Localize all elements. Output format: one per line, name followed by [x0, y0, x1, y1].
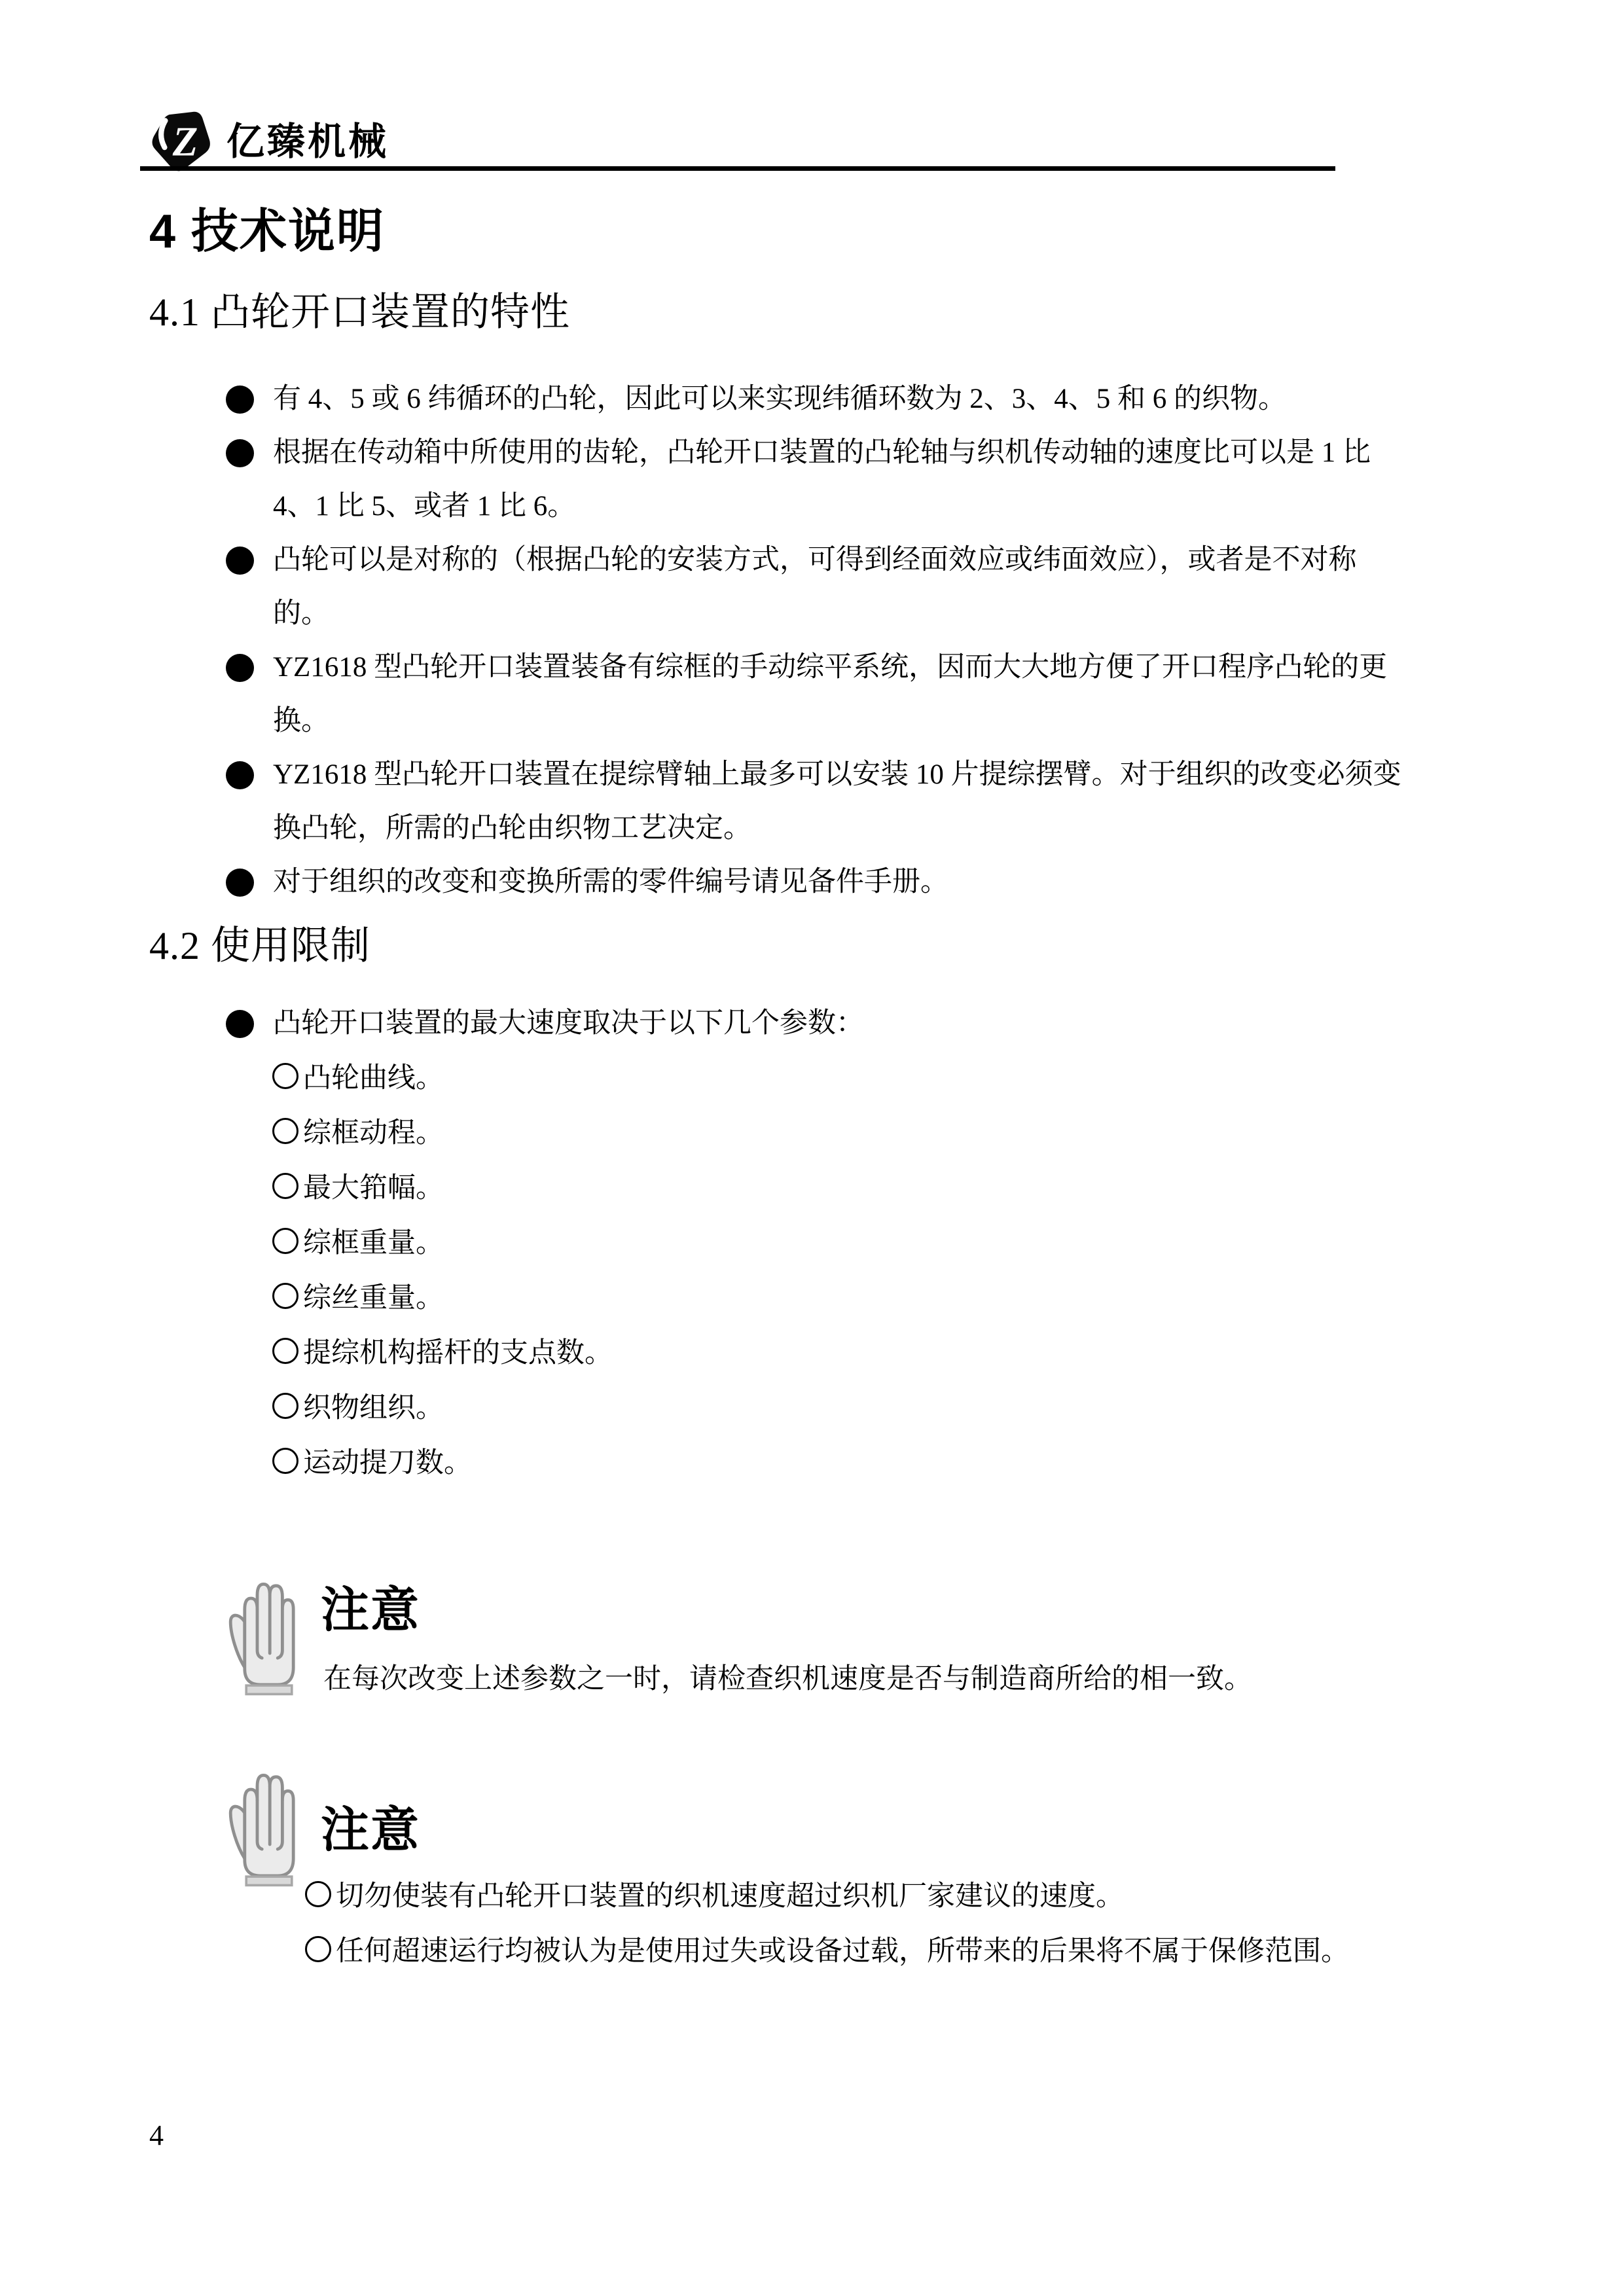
list-item: [226, 996, 1405, 1051]
circle-bullet-icon: [272, 1228, 298, 1254]
list-item: [226, 426, 1405, 533]
company-logo-icon: [149, 111, 216, 173]
section-4-1-title: 4.1 凸轮开口装置的特性: [149, 291, 570, 334]
list-item: [226, 855, 1405, 909]
parameter-item: [272, 1051, 1405, 1106]
brand-name: 亿臻机械: [226, 120, 389, 163]
list-item: [226, 533, 1405, 641]
page-number: 4: [149, 2119, 164, 2151]
stop-hand-icon: [212, 1766, 310, 1892]
disc-bullet-icon: [226, 1010, 254, 1038]
parameter-item: [272, 1326, 1405, 1381]
chapter-title: 4 技术说明: [149, 206, 386, 258]
list-item: [226, 641, 1405, 748]
circle-bullet-icon: [272, 1173, 298, 1199]
header-brand: [149, 111, 389, 173]
parameter-text: 综框重量。: [303, 1228, 444, 1259]
section-4-2-title: 4.2 使用限制: [149, 924, 370, 967]
circle-bullet-icon: [272, 1448, 298, 1474]
parameter-text: 综框动程。: [303, 1118, 444, 1149]
parameter-item: [272, 1161, 1405, 1216]
section-4-2-list: [226, 996, 1405, 1491]
list-item: [226, 748, 1405, 855]
header-rule: [140, 166, 1335, 171]
notice-text: 在每次改变上述参数之一时，请检查织机速度是否与制造商所给的相一致。: [323, 1664, 1252, 1695]
parameter-item: [272, 1381, 1405, 1436]
circle-bullet-icon: [272, 1118, 298, 1144]
parameter-text: 织物组织。: [303, 1393, 444, 1424]
parameter-text: 提综机构摇杆的支点数。: [303, 1338, 613, 1369]
parameter-item: [272, 1436, 1405, 1491]
disc-bullet-icon: [226, 654, 254, 682]
circle-bullet-icon: [272, 1338, 298, 1364]
list-item-text: YZ1618 型凸轮开口装置装备有综框的手动综平系统，因而大大地方便了开口程序凸轮的更换。: [273, 652, 1388, 736]
svg-text:Z: Z: [172, 118, 198, 165]
parameter-item: [272, 1106, 1405, 1161]
notice-item-list: [305, 1869, 1349, 1979]
stop-hand-icon: [212, 1575, 310, 1700]
parameter-text: 运动提刀数。: [303, 1448, 472, 1479]
disc-bullet-icon: [226, 547, 254, 575]
disc-bullet-icon: [226, 869, 254, 897]
list-item: [226, 372, 1405, 426]
disc-bullet-icon: [226, 386, 254, 414]
parameter-text: 综丝重量。: [303, 1283, 444, 1314]
circle-bullet-icon: [305, 1936, 331, 1962]
list-item-text: 对于组织的改变和变换所需的零件编号请见备件手册。: [273, 867, 948, 897]
disc-bullet-icon: [226, 761, 254, 789]
parameter-text: 凸轮曲线。: [303, 1063, 444, 1094]
circle-bullet-icon: [272, 1393, 298, 1419]
list-item-text: YZ1618 型凸轮开口装置在提综臂轴上最多可以安装 10 片提综摆臂。对于组织的改变必须变换凸轮，所需的凸轮由织物工艺决定。: [273, 759, 1401, 844]
notice-item: [305, 1869, 1349, 1924]
circle-bullet-icon: [272, 1283, 298, 1309]
parameter-item: [272, 1271, 1405, 1326]
notice-item-text: 切勿使装有凸轮开口装置的织机速度超过织机厂家建议的速度。: [336, 1881, 1124, 1912]
disc-bullet-icon: [226, 439, 254, 467]
list-item-text: 凸轮可以是对称的（根据凸轮的安装方式，可得到经面效应或纬面效应），或者是不对称的。: [273, 545, 1357, 629]
list-item-text: 有 4、5 或 6 纬循环的凸轮，因此可以来实现纬循环数为 2、3、4、5 和 6 的织物。: [273, 384, 1286, 414]
notice-item: [305, 1924, 1349, 1979]
notice-title: 注意: [321, 1583, 420, 1637]
list-item-text: 凸轮开口装置的最大速度取决于以下几个参数：: [273, 1008, 864, 1039]
circle-bullet-icon: [272, 1063, 298, 1089]
notice-title: 注意: [321, 1803, 420, 1857]
parameter-text: 最大筘幅。: [303, 1173, 444, 1204]
parameter-item: [272, 1216, 1405, 1271]
notice-item-text: 任何超速运行均被认为是使用过失或设备过载，所带来的后果将不属于保修范围。: [336, 1936, 1349, 1967]
section-4-1-bullet-list: [226, 372, 1405, 909]
circle-bullet-icon: [305, 1881, 331, 1907]
list-item-text: 根据在传动箱中所使用的齿轮，凸轮开口装置的凸轮轴与织机传动轴的速度比可以是 1 比 4、1 比 5、或者 1 比 6。: [273, 437, 1371, 522]
